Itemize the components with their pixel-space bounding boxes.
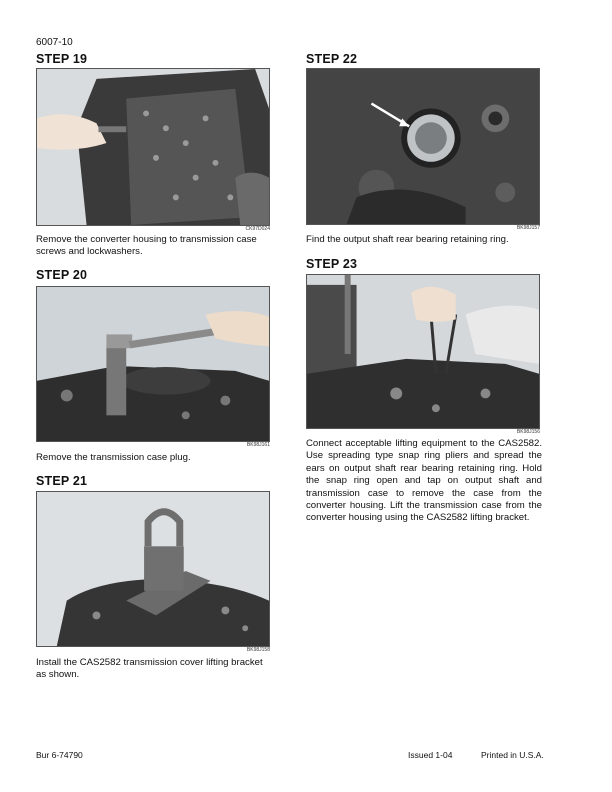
- page-number: 6007-10: [36, 37, 73, 48]
- step-20-photo: [36, 286, 270, 442]
- footer-issued: Issued 1-04: [408, 750, 453, 760]
- step-23-caption: Connect acceptable lifting equipment to the CAS2582. Use spreading type snap ring pliers and spread the ears on output shaft rear bearing retaining ring. Hold the snap ring open and tap on output shaft and transmission case to remove the case from the converter housing. Lift the transmission case from the converter housing using the CAS2582 lifting bracket.: [306, 438, 542, 524]
- step-19-caption: Remove the converter housing to transmission case screws and lockwashers.: [36, 234, 257, 258]
- step-20-image-code: BK98J161: [246, 442, 270, 448]
- step-21-image-code: BK98J158: [246, 647, 270, 653]
- step-22-caption: Find the output shaft rear bearing retaining ring.: [306, 234, 509, 245]
- step-22-image-code: BK98J157: [516, 225, 540, 231]
- step-21-heading: STEP 21: [36, 474, 88, 488]
- step-22-photo: [306, 68, 540, 225]
- step-22-heading: STEP 22: [306, 52, 358, 66]
- step-23-heading: STEP 23: [306, 257, 358, 271]
- step-20-caption: Remove the transmission case plug.: [36, 452, 191, 463]
- step-23-photo: [306, 274, 540, 429]
- step-23-image-code: BK98J156: [516, 429, 540, 435]
- step-20-heading: STEP 20: [36, 268, 88, 282]
- footer-printed: Printed in U.S.A.: [481, 750, 544, 760]
- step-21-caption: Install the CAS2582 transmission cover lifting bracket as shown.: [36, 657, 263, 681]
- step-19-heading: STEP 19: [36, 52, 88, 66]
- step-19-image-code: CK97D024: [245, 226, 270, 232]
- step-21-photo: [36, 491, 270, 647]
- footer-doc-number: Bur 6-74790: [36, 750, 83, 760]
- step-19-photo: [36, 68, 270, 226]
